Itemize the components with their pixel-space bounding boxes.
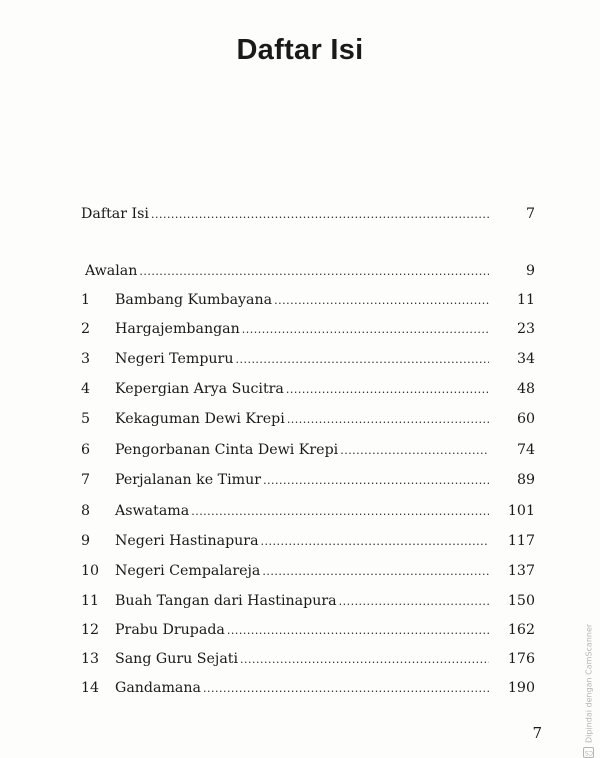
toc-row-chapter: [81, 650, 535, 669]
chapter-title: Sang Guru Sejati: [115, 651, 239, 667]
chapter-title: Negeri Hastinapura: [115, 533, 259, 549]
chapter-title: Daftar Isi: [81, 206, 149, 222]
chapter-number: 3: [81, 351, 91, 367]
toc-row-chapter: [81, 291, 535, 310]
chapter-title: Negeri Cempalareja: [115, 563, 261, 579]
chapter-number: 6: [81, 442, 91, 458]
chapter-title: Kekaguman Dewi Krepi: [115, 411, 285, 427]
chapter-page-number: 176: [507, 651, 535, 667]
dot-leader: [263, 472, 489, 490]
chapter-page-number: 11: [516, 292, 535, 308]
chapter-number: 9: [81, 533, 91, 549]
chapter-title: Aswatama: [115, 503, 190, 519]
chapter-page-number: 9: [525, 263, 535, 279]
chapter-page-number: 117: [507, 533, 535, 549]
toc-row-chapter: [81, 410, 535, 429]
toc-row-chapter: [81, 320, 535, 339]
toc-row-chapter: [81, 502, 535, 521]
dot-leader: [203, 680, 489, 698]
dot-leader: [242, 321, 489, 339]
chapter-title: Buah Tangan dari Hastinapura: [115, 593, 337, 609]
chapter-page-number: 101: [507, 503, 535, 519]
chapter-page-number: 7: [525, 206, 535, 222]
dot-leader: [274, 292, 489, 310]
chapter-number: 12: [81, 622, 100, 638]
chapter-page-number: 162: [507, 622, 535, 638]
chapter-number: 2: [81, 321, 91, 337]
page-title: Daftar Isi: [236, 34, 364, 66]
dot-leader: [227, 622, 489, 640]
dot-leader: [191, 503, 489, 521]
chapter-page-number: 150: [507, 593, 535, 609]
page-number: 7: [532, 724, 542, 742]
chapter-number: 11: [81, 593, 100, 609]
chapter-title: Prabu Drupada: [115, 622, 225, 638]
chapter-title: Pengorbanan Cinta Dewi Krepi: [115, 442, 339, 458]
dot-leader: [240, 651, 489, 669]
scanner-watermark: [583, 620, 595, 758]
watermark-text: Dipindai dengan CamScanner: [584, 623, 594, 743]
chapter-page-number: 60: [516, 411, 535, 427]
toc-row-chapter: [81, 380, 535, 399]
toc-row-chapter: [81, 592, 535, 611]
chapter-number: 8: [81, 503, 91, 519]
toc-row-daftar-isi: [81, 205, 535, 224]
chapter-page-number: 48: [516, 381, 535, 397]
dot-leader: [139, 263, 489, 281]
toc-row-chapter: [81, 562, 535, 581]
toc-row-chapter: [81, 621, 535, 640]
chapter-number: 4: [81, 381, 91, 397]
chapter-number: 13: [81, 651, 100, 667]
toc-row-chapter: [81, 471, 535, 490]
chapter-page-number: 190: [507, 680, 535, 696]
dot-leader: [287, 411, 489, 429]
chapter-page-number: 137: [507, 563, 535, 579]
chapter-page-number: 34: [516, 351, 535, 367]
chapter-title: Awalan: [85, 263, 138, 279]
dot-leader: [151, 206, 489, 224]
dot-leader: [261, 533, 489, 551]
chapter-title: Gandamana: [115, 680, 201, 696]
dot-leader: [235, 351, 489, 369]
toc-row-chapter: [81, 532, 535, 551]
toc-row-awalan: [81, 262, 535, 281]
chapter-title: Bambang Kumbayana: [115, 292, 273, 308]
camscanner-icon: CS: [585, 749, 593, 756]
chapter-page-number: 23: [516, 321, 535, 337]
chapter-title: Negeri Tempuru: [115, 351, 234, 367]
dot-leader: [286, 381, 489, 399]
dot-leader: [339, 593, 489, 611]
dot-leader: [262, 563, 489, 581]
chapter-number: 1: [81, 292, 91, 308]
chapter-number: 10: [81, 563, 100, 579]
dot-leader: [340, 442, 489, 460]
chapter-page-number: 74: [516, 442, 535, 458]
chapter-number: 7: [81, 472, 91, 488]
chapter-title: Perjalanan ke Timur: [115, 472, 262, 488]
toc-row-chapter: [81, 350, 535, 369]
chapter-title: Kepergian Arya Sucitra: [115, 381, 284, 397]
chapter-page-number: 89: [516, 472, 535, 488]
toc-row-chapter: [81, 441, 535, 460]
chapter-number: 14: [81, 680, 100, 696]
chapter-number: 5: [81, 411, 91, 427]
chapter-title: Hargajembangan: [115, 321, 240, 337]
toc-row-chapter: [81, 679, 535, 698]
